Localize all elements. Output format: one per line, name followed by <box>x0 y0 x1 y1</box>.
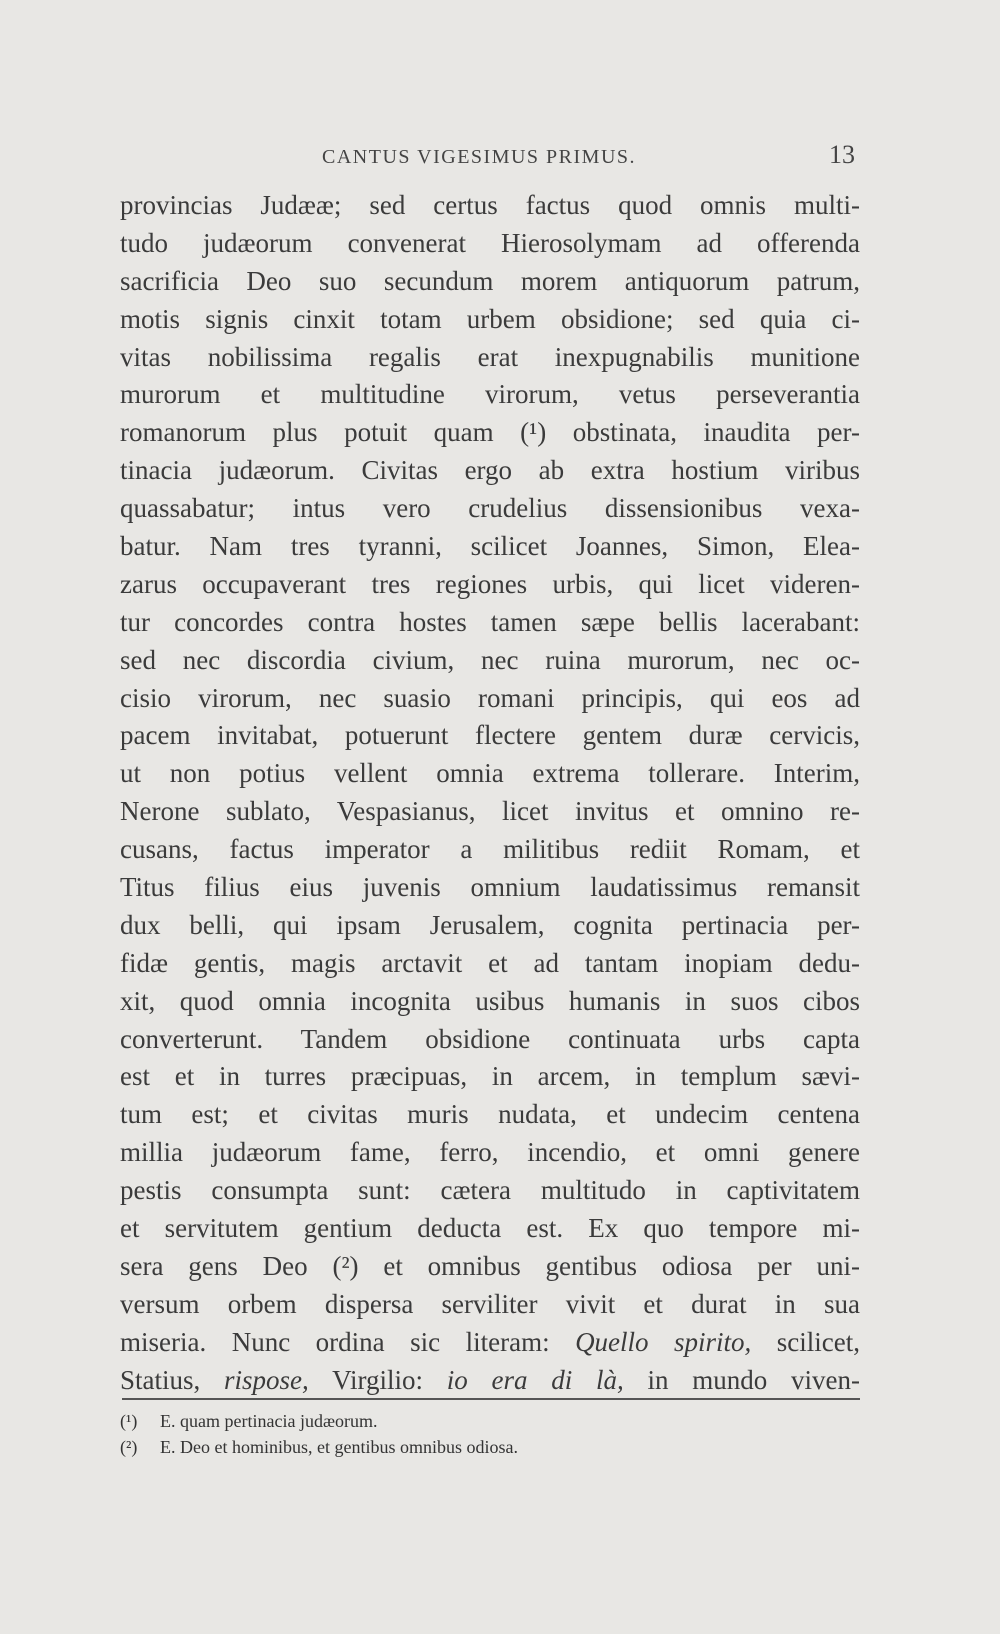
running-head <box>120 140 855 176</box>
text-line: cusans, factus imperator a militibus rediit Romam, et <box>120 834 860 865</box>
text-line: dux belli, qui ipsam Jerusalem, cognita pertinacia per- <box>120 909 860 940</box>
footnote-mark: (¹) <box>120 1411 138 1431</box>
text-line: versum orbem dispersa serviliter vivit et durat in sua <box>120 1288 860 1319</box>
footnote-mark: (²) <box>120 1437 138 1457</box>
text-line: sacrificia Deo suo secundum morem antiquorum patrum, <box>120 265 860 296</box>
text-line: quassabatur; intus vero crudelius dissensionibus vexa- <box>120 493 860 524</box>
text-line: tinacia judæorum. Civitas ergo ab extra hostium viribus <box>120 455 860 486</box>
text-line: xit, quod omnia incognita usibus humanis in suos cibos <box>120 985 860 1016</box>
body-text <box>120 187 860 1400</box>
text-line: vitas nobilissima regalis erat inexpugnabilis munitione <box>120 341 860 372</box>
footnote-1 <box>120 1408 840 1434</box>
text-line: murorum et multitudine virorum, vetus perseverantia <box>120 379 860 410</box>
text-line: et servitutem gentium deducta est. Ex quo tempore mi- <box>120 1213 860 1244</box>
text-line: sera gens Deo (²) et omnibus gentibus odiosa per uni- <box>120 1250 860 1281</box>
text-line: batur. Nam tres tyranni, scilicet Joannes, Simon, Elea- <box>120 531 860 562</box>
text-line: zarus occupaverant tres regiones urbis, qui licet videren- <box>120 568 860 599</box>
footnote-rule <box>122 1398 860 1400</box>
text-line: miseria. Nunc ordina sic literam: Quello spirito, scilicet, <box>120 1326 860 1357</box>
text-line: tur concordes contra hostes tamen sæpe bellis lacerabant: <box>120 606 860 637</box>
footnotes <box>120 1408 840 1460</box>
text-line: romanorum plus potuit quam (¹) obstinata, inaudita per- <box>120 417 860 448</box>
text-line: provincias Judææ; sed certus factus quod omnis multi- <box>120 190 860 220</box>
text-line: fidæ gentis, magis arctavit et ad tantam inopiam dedu- <box>120 947 860 978</box>
text-line: cisio virorum, nec suasio romani principis, qui eos ad <box>120 682 860 713</box>
text-line: motis signis cinxit totam urbem obsidione; sed quia ci- <box>120 303 860 334</box>
text-line: millia judæorum fame, ferro, incendio, et omni genere <box>120 1137 860 1168</box>
text-line: Nerone sublato, Vespasianus, licet invitus et omnino re- <box>120 796 860 827</box>
text-line: sed nec discordia civium, nec ruina murorum, nec oc- <box>120 644 860 675</box>
text-line: pacem invitabat, potuerunt flectere gentem duræ cervicis, <box>120 720 860 751</box>
text-line: pestis consumpta sunt: cætera multitudo in captivitatem <box>120 1175 860 1206</box>
footnote-text: E. quam pertinacia judæorum. <box>160 1411 378 1431</box>
text-line: ut non potius vellent omnia extrema tollerare. Interim, <box>120 758 860 789</box>
text-line: tudo judæorum convenerat Hierosolymam ad offerenda <box>120 227 860 258</box>
footnote-text: E. Deo et hominibus, et gentibus omnibus odiosa. <box>160 1437 518 1457</box>
text-line: converterunt. Tandem obsidione continuata urbs capta <box>120 1023 860 1054</box>
running-title: CANTUS VIGESIMUS PRIMUS. <box>322 146 637 168</box>
footnote-2 <box>120 1434 840 1460</box>
text-line: Statius, rispose, Virgilio: io era di là, in mundo viven- <box>120 1364 860 1395</box>
text-line: est et in turres præcipuas, in arcem, in templum sævi- <box>120 1061 860 1092</box>
text-line: Titus filius eius juvenis omnium laudatissimus remansit <box>120 872 860 903</box>
text-line: tum est; et civitas muris nudata, et undecim centena <box>120 1099 860 1130</box>
page-number: 13 <box>829 140 855 169</box>
